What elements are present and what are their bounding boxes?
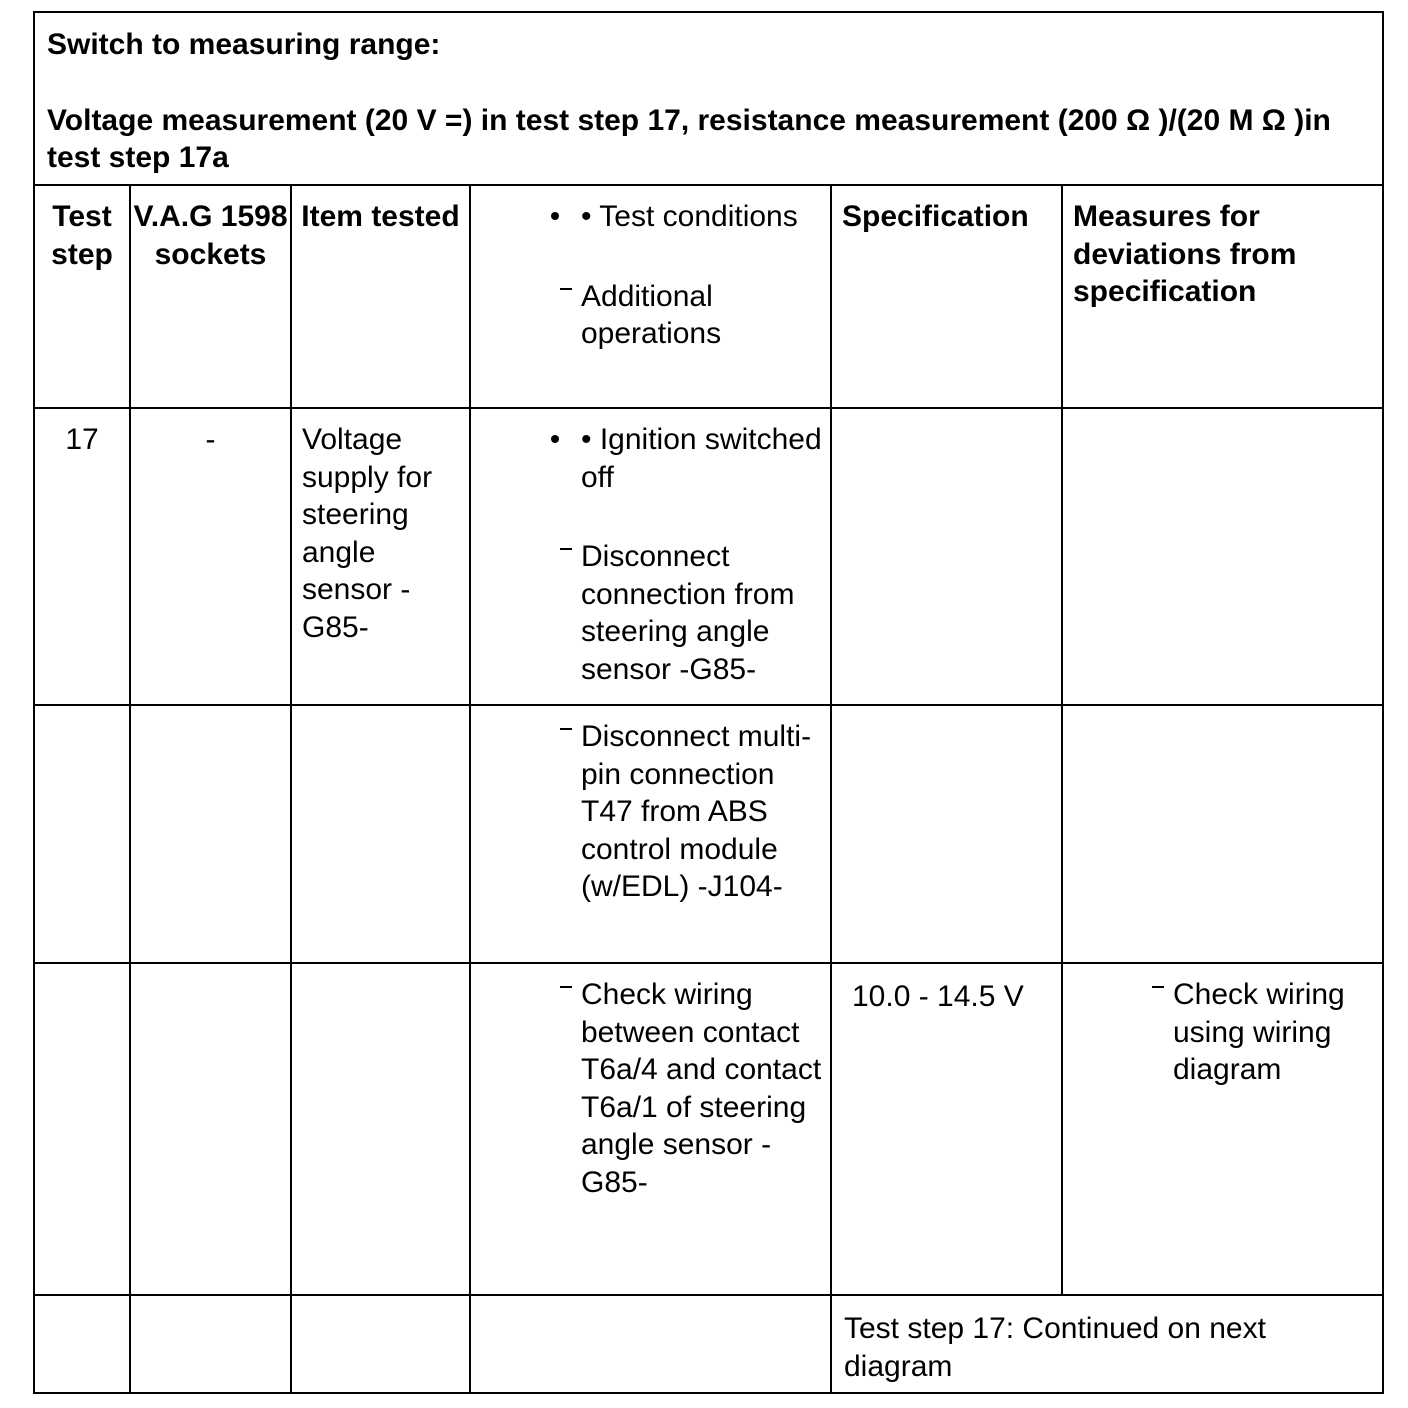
- measure-text: Check wiring using wiring diagram: [1173, 976, 1382, 1089]
- row-operation: Disconnect multi-pin connection T47 from ABS control module (w/EDL) -J104-: [581, 718, 830, 906]
- row-sockets: [130, 705, 291, 963]
- col-conditions-label: • Test conditions: [581, 198, 830, 236]
- row-item-tested: [291, 963, 470, 1295]
- col-test-step: Test step: [51, 200, 113, 271]
- column-header-row: [35, 186, 1382, 408]
- row-operation: Disconnect connection from steering angle sensor -G85-: [581, 538, 830, 688]
- row-test-step: 17: [35, 408, 130, 705]
- row-specification: [831, 705, 1062, 963]
- row-item-tested: [291, 1295, 470, 1392]
- row-item-tested: Voltage supply for steering angle sensor -G85-: [291, 408, 470, 705]
- row-operation: Check wiring between contact T6a/4 and contact T6a/1 of steering angle sensor -G85-: [581, 976, 830, 1201]
- test-table-sheet: [33, 11, 1384, 1394]
- col-specification: Specification: [831, 186, 1062, 408]
- row-measures: [1062, 963, 1382, 1295]
- header-line-2: Voltage measurement (20 V =) in test step 17, resistance measurement (200 Ω )/(20 M Ω )in test step 17a: [47, 104, 1331, 174]
- footer-row: [35, 1295, 1382, 1392]
- row-conditions: [470, 705, 831, 963]
- table-row: [35, 705, 1382, 963]
- header-line-1: Switch to measuring range:: [47, 28, 441, 61]
- row-measures: [1062, 705, 1382, 963]
- row-test-step: [35, 1295, 130, 1392]
- col-sockets: V.A.G 1598 sockets: [130, 186, 291, 408]
- col-item-tested: Item tested: [291, 186, 470, 408]
- row-test-step: [35, 963, 130, 1295]
- row-sockets: [130, 963, 291, 1295]
- row-measures: [1062, 408, 1382, 705]
- table-row: [35, 963, 1382, 1295]
- row-conditions: [470, 408, 831, 705]
- row-specification: [831, 963, 1062, 1295]
- test-steps-table: [35, 186, 1382, 1392]
- col-conditions: [470, 186, 831, 408]
- row-condition: • Ignition switched off: [581, 421, 830, 496]
- row-specification: [831, 408, 1062, 705]
- row-item-tested: [291, 705, 470, 963]
- continued-note: Test step 17: Continued on next diagram: [844, 1312, 1266, 1383]
- continued-note-cell: [831, 1295, 1382, 1392]
- row-conditions: [470, 1295, 831, 1392]
- col-additional-label: Additional operations: [581, 278, 830, 353]
- spec-value: 10.0 - 14.5 V: [852, 980, 1024, 1013]
- table-row: [35, 408, 1382, 705]
- row-sockets: [130, 1295, 291, 1392]
- row-conditions: [470, 963, 831, 1295]
- row-sockets: -: [130, 408, 291, 705]
- measuring-range-header: [35, 13, 1382, 186]
- row-test-step: [35, 705, 130, 963]
- col-measures: Measures for deviations from specification: [1062, 186, 1382, 408]
